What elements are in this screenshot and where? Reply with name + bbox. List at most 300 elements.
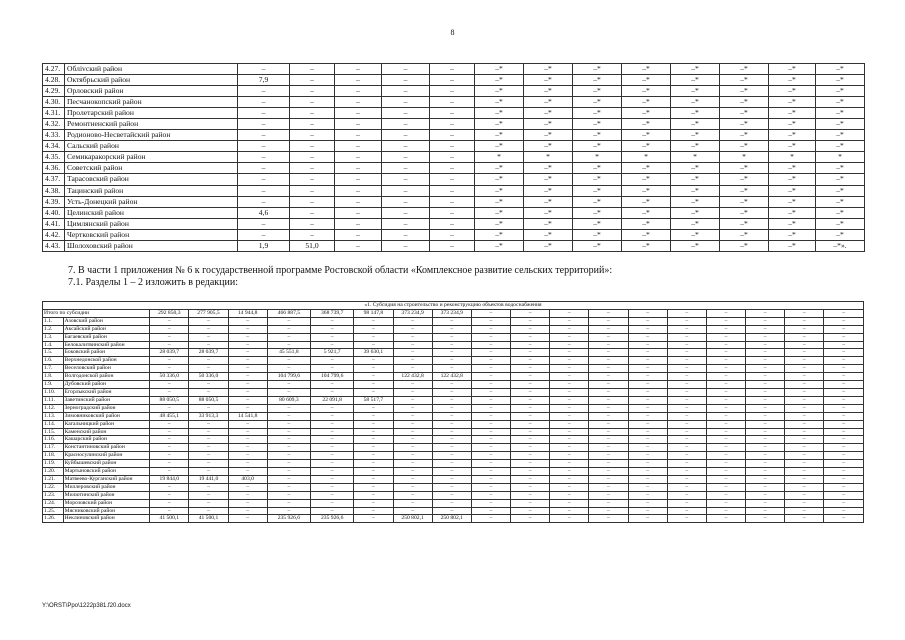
value-cell: –: [706, 373, 745, 381]
district-name: Шолоховский район: [65, 240, 238, 251]
value-cell: –: [589, 325, 628, 333]
value-cell: –: [382, 152, 430, 163]
value-cell: –*: [622, 240, 671, 251]
value-cell: –: [238, 174, 290, 185]
value-cell: –: [785, 349, 824, 357]
district-name: Ремонтненский район: [65, 119, 238, 130]
value-cell: –: [382, 97, 430, 108]
value-cell: –: [393, 317, 432, 325]
value-cell: –: [628, 452, 667, 460]
value-cell: 28 039,7: [150, 349, 189, 357]
value-cell: –: [393, 388, 432, 396]
value-cell: –: [393, 436, 432, 444]
value-cell: –*: [720, 185, 769, 196]
value-cell: –: [432, 317, 471, 325]
value-cell: –: [746, 483, 785, 491]
value-cell: –: [290, 97, 335, 108]
value-cell: –: [432, 396, 471, 404]
value-cell: –: [267, 460, 310, 468]
value-cell: –: [550, 388, 589, 396]
value-cell: –: [589, 436, 628, 444]
value-cell: –*: [769, 97, 816, 108]
value-cell: –*: [720, 130, 769, 141]
row-number: 4.28.: [43, 75, 65, 86]
value-cell: 98 147,8: [354, 309, 393, 317]
table-row: [43, 499, 864, 507]
value-cell: 50 336,0: [150, 373, 189, 381]
value-cell: –*: [720, 163, 769, 174]
value-cell: –*: [816, 141, 865, 152]
value-cell: –: [589, 507, 628, 515]
value-cell: –: [432, 341, 471, 349]
value-cell: –: [785, 452, 824, 460]
value-cell: –: [746, 365, 785, 373]
value-cell: –: [667, 420, 706, 428]
value-cell: –*: [671, 75, 720, 86]
value-cell: –*: [720, 240, 769, 251]
value-cell: –: [311, 428, 354, 436]
value-cell: *: [816, 152, 865, 163]
row-number: 4.39.: [43, 196, 65, 207]
row-number: 4.38.: [43, 185, 65, 196]
value-cell: –: [238, 130, 290, 141]
value-cell: –: [150, 365, 189, 373]
row-number: 4.34.: [43, 141, 65, 152]
value-cell: –*: [475, 196, 524, 207]
value-cell: –*: [671, 229, 720, 240]
value-cell: –: [746, 491, 785, 499]
value-cell: –*: [573, 163, 622, 174]
value-cell: –: [589, 333, 628, 341]
value-cell: –: [667, 349, 706, 357]
value-cell: –: [550, 309, 589, 317]
value-cell: –: [335, 152, 382, 163]
value-cell: –: [824, 309, 864, 317]
value-cell: –*: [524, 229, 573, 240]
value-cell: –: [471, 309, 510, 317]
district-name: Зимовниковский район: [63, 412, 150, 420]
value-cell: –*: [671, 64, 720, 75]
value-cell: –: [150, 491, 189, 499]
value-cell: –: [628, 515, 667, 523]
value-cell: –: [550, 468, 589, 476]
value-cell: –: [189, 444, 228, 452]
value-cell: –: [228, 396, 267, 404]
value-cell: –: [354, 452, 393, 460]
table-row: [43, 483, 864, 491]
value-cell: –: [511, 373, 550, 381]
value-cell: –*: [769, 119, 816, 130]
value-cell: –*: [720, 174, 769, 185]
district-name: Морозовский район: [63, 499, 150, 507]
value-cell: –: [511, 452, 550, 460]
row-number: 1.17.: [43, 444, 64, 452]
value-cell: –*: [573, 240, 622, 251]
value-cell: –: [432, 491, 471, 499]
value-cell: –: [785, 325, 824, 333]
value-cell: –: [267, 428, 310, 436]
value-cell: –*: [622, 163, 671, 174]
value-cell: –: [432, 333, 471, 341]
value-cell: –: [238, 229, 290, 240]
value-cell: –*: [816, 196, 865, 207]
value-cell: –: [746, 428, 785, 436]
value-cell: –: [628, 381, 667, 389]
value-cell: –: [746, 404, 785, 412]
value-cell: –: [432, 499, 471, 507]
value-cell: 41 500,1: [150, 515, 189, 523]
value-cell: –: [628, 341, 667, 349]
value-cell: –: [550, 507, 589, 515]
value-cell: –: [311, 381, 354, 389]
value-cell: –: [393, 325, 432, 333]
value-cell: –: [382, 229, 430, 240]
value-cell: –: [511, 515, 550, 523]
value-cell: –: [290, 152, 335, 163]
value-cell: –: [290, 218, 335, 229]
value-cell: –: [311, 507, 354, 515]
value-cell: –: [267, 507, 310, 515]
row-number: 1.20.: [43, 468, 64, 476]
value-cell: –: [628, 309, 667, 317]
district-name: Каменский район: [63, 428, 150, 436]
value-cell: –: [667, 341, 706, 349]
value-cell: –: [311, 333, 354, 341]
value-cell: –: [228, 341, 267, 349]
value-cell: –: [746, 357, 785, 365]
value-cell: –: [706, 515, 745, 523]
value-cell: –*: [816, 174, 865, 185]
value-cell: –: [290, 229, 335, 240]
district-name: Егорлыкский район: [63, 388, 150, 396]
value-cell: –: [628, 373, 667, 381]
value-cell: –: [354, 515, 393, 523]
value-cell: –*: [573, 185, 622, 196]
value-cell: –: [746, 381, 785, 389]
value-cell: –: [382, 108, 430, 119]
value-cell: –: [589, 388, 628, 396]
value-cell: –: [471, 317, 510, 325]
table-row: [43, 163, 865, 174]
table-row: [43, 196, 865, 207]
table-row: [43, 97, 865, 108]
value-cell: –: [189, 483, 228, 491]
value-cell: –*: [816, 207, 865, 218]
value-cell: –: [667, 491, 706, 499]
value-cell: –: [228, 468, 267, 476]
value-cell: –*: [720, 218, 769, 229]
value-cell: –: [785, 515, 824, 523]
value-cell: –: [824, 460, 864, 468]
table-row: [43, 64, 865, 75]
district-name: Пролетарский район: [65, 108, 238, 119]
value-cell: –: [311, 388, 354, 396]
value-cell: –: [189, 436, 228, 444]
table-row: [43, 185, 865, 196]
value-cell: –*: [816, 75, 865, 86]
value-cell: –: [430, 64, 475, 75]
value-cell: –: [706, 317, 745, 325]
value-cell: –: [238, 218, 290, 229]
value-cell: –: [189, 428, 228, 436]
value-cell: –: [667, 436, 706, 444]
value-cell: –: [628, 365, 667, 373]
district-name: Азовский район: [63, 317, 150, 325]
district-name: Верхнедонской район: [63, 357, 150, 365]
value-cell: –: [311, 460, 354, 468]
value-cell: –: [785, 507, 824, 515]
value-cell: –: [511, 317, 550, 325]
value-cell: –: [238, 86, 290, 97]
value-cell: –: [706, 468, 745, 476]
row-number: 4.33.: [43, 130, 65, 141]
value-cell: –: [393, 349, 432, 357]
table-row: [43, 141, 865, 152]
value-cell: –: [311, 468, 354, 476]
value-cell: –: [267, 388, 310, 396]
value-cell: *: [671, 152, 720, 163]
value-cell: –: [238, 141, 290, 152]
value-cell: –: [471, 452, 510, 460]
value-cell: –: [238, 185, 290, 196]
value-cell: –: [311, 491, 354, 499]
value-cell: 88 050,5: [150, 396, 189, 404]
table-row: [43, 515, 864, 523]
value-cell: –: [824, 428, 864, 436]
value-cell: –: [824, 341, 864, 349]
value-cell: –: [628, 460, 667, 468]
value-cell: –: [267, 333, 310, 341]
value-cell: –: [667, 428, 706, 436]
value-cell: –: [667, 483, 706, 491]
value-cell: –*: [622, 97, 671, 108]
value-cell: –: [589, 428, 628, 436]
value-cell: –: [267, 491, 310, 499]
value-cell: –*: [720, 207, 769, 218]
value-cell: 373 234,9: [432, 309, 471, 317]
value-cell: –: [432, 444, 471, 452]
value-cell: –: [150, 452, 189, 460]
value-cell: –: [628, 436, 667, 444]
district-name: Красносулинский район: [63, 452, 150, 460]
row-number: 4.36.: [43, 163, 65, 174]
district-name: Багаевский район: [63, 333, 150, 341]
value-cell: –: [589, 483, 628, 491]
value-cell: –: [432, 428, 471, 436]
row-number: 1.19.: [43, 460, 64, 468]
value-cell: –: [335, 174, 382, 185]
value-cell: –: [430, 185, 475, 196]
value-cell: –: [471, 349, 510, 357]
district-name: Мясниковский район: [63, 507, 150, 515]
value-cell: 373 234,9: [393, 309, 432, 317]
table-row: [43, 207, 865, 218]
value-cell: –: [511, 388, 550, 396]
value-cell: –: [746, 460, 785, 468]
value-cell: –: [667, 412, 706, 420]
value-cell: –: [335, 108, 382, 119]
value-cell: –: [228, 428, 267, 436]
value-cell: –: [706, 357, 745, 365]
value-cell: 14 541,8: [228, 412, 267, 420]
value-cell: 235 926,6: [311, 515, 354, 523]
table-row: [43, 373, 864, 381]
value-cell: –: [471, 468, 510, 476]
value-cell: –: [393, 444, 432, 452]
value-cell: –: [550, 475, 589, 483]
value-cell: –: [511, 468, 550, 476]
row-number: 1.11.: [43, 396, 64, 404]
value-cell: *: [475, 152, 524, 163]
value-cell: –: [550, 325, 589, 333]
value-cell: –: [430, 130, 475, 141]
value-cell: –: [589, 499, 628, 507]
value-cell: –*: [573, 141, 622, 152]
value-cell: –*: [671, 185, 720, 196]
value-cell: –: [189, 317, 228, 325]
value-cell: –: [471, 373, 510, 381]
table-row: [43, 341, 864, 349]
value-cell: –: [150, 381, 189, 389]
table-row: [43, 174, 865, 185]
value-cell: –: [393, 460, 432, 468]
district-name: Миллеровский район: [63, 483, 150, 491]
value-cell: –*: [622, 229, 671, 240]
subsidy-header-row: [43, 302, 864, 310]
value-cell: 250 802,1: [432, 515, 471, 523]
value-cell: –: [511, 491, 550, 499]
value-cell: –: [382, 174, 430, 185]
value-cell: –*: [475, 174, 524, 185]
value-cell: –: [785, 381, 824, 389]
value-cell: –*: [769, 207, 816, 218]
value-cell: –: [354, 333, 393, 341]
value-cell: –: [382, 130, 430, 141]
value-cell: –: [589, 341, 628, 349]
value-cell: –: [393, 475, 432, 483]
value-cell: –: [550, 444, 589, 452]
value-cell: –: [746, 444, 785, 452]
value-cell: –: [824, 499, 864, 507]
value-cell: –: [550, 499, 589, 507]
value-cell: –: [628, 396, 667, 404]
district-name: Октябрьский район: [65, 75, 238, 86]
table-row: [43, 333, 864, 341]
value-cell: –: [228, 491, 267, 499]
value-cell: –: [267, 444, 310, 452]
value-cell: –*: [475, 240, 524, 251]
value-cell: –*: [475, 229, 524, 240]
value-cell: –: [393, 491, 432, 499]
value-cell: –: [354, 365, 393, 373]
value-cell: –*: [475, 218, 524, 229]
value-cell: –: [189, 357, 228, 365]
value-cell: –: [824, 365, 864, 373]
value-cell: –: [471, 507, 510, 515]
value-cell: –: [824, 475, 864, 483]
value-cell: –: [471, 396, 510, 404]
value-cell: –: [471, 333, 510, 341]
value-cell: –*: [671, 130, 720, 141]
value-cell: –: [589, 460, 628, 468]
table-row: [43, 381, 864, 389]
table-row: [43, 412, 864, 420]
table-row: [43, 325, 864, 333]
table-row: [43, 475, 864, 483]
value-cell: –: [706, 452, 745, 460]
value-cell: –: [354, 444, 393, 452]
value-cell: –: [432, 325, 471, 333]
row-number: 1.22.: [43, 483, 64, 491]
value-cell: –*: [671, 86, 720, 97]
value-cell: –*: [769, 185, 816, 196]
value-cell: 33 913,3: [189, 412, 228, 420]
value-cell: –: [311, 475, 354, 483]
value-cell: –*: [769, 64, 816, 75]
value-cell: –: [824, 333, 864, 341]
row-number: 1.10.: [43, 388, 64, 396]
value-cell: –: [746, 309, 785, 317]
table-row: [43, 428, 864, 436]
value-cell: –: [228, 349, 267, 357]
value-cell: –: [393, 412, 432, 420]
value-cell: –: [511, 436, 550, 444]
value-cell: –: [267, 357, 310, 365]
value-cell: –: [471, 444, 510, 452]
value-cell: –: [228, 325, 267, 333]
value-cell: –: [511, 428, 550, 436]
value-cell: –: [746, 475, 785, 483]
value-cell: –: [335, 229, 382, 240]
district-name: Милютинский район: [63, 491, 150, 499]
value-cell: –: [628, 404, 667, 412]
value-cell: –: [471, 483, 510, 491]
value-cell: –: [746, 388, 785, 396]
value-cell: –: [189, 499, 228, 507]
value-cell: –: [550, 381, 589, 389]
value-cell: –*: [769, 141, 816, 152]
row-number: 1.26.: [43, 515, 64, 523]
value-cell: –*: [622, 174, 671, 185]
value-cell: –: [354, 483, 393, 491]
value-cell: –: [150, 499, 189, 507]
value-cell: –*: [622, 130, 671, 141]
value-cell: –*: [769, 108, 816, 119]
value-cell: –: [824, 483, 864, 491]
value-cell: –: [393, 381, 432, 389]
value-cell: 28 039,7: [189, 349, 228, 357]
value-cell: –: [824, 444, 864, 452]
value-cell: –: [785, 357, 824, 365]
value-cell: –: [785, 475, 824, 483]
value-cell: –: [628, 483, 667, 491]
value-cell: –: [511, 349, 550, 357]
value-cell: –*: [622, 185, 671, 196]
value-cell: –: [511, 420, 550, 428]
value-cell: –: [150, 388, 189, 396]
value-cell: –*: [622, 218, 671, 229]
value-cell: –*: [524, 141, 573, 152]
value-cell: 51,0: [290, 240, 335, 251]
value-cell: –: [393, 452, 432, 460]
value-cell: –: [785, 428, 824, 436]
value-cell: –: [335, 141, 382, 152]
value-cell: –: [432, 436, 471, 444]
table-row: [43, 507, 864, 515]
value-cell: –: [267, 420, 310, 428]
value-cell: –*: [622, 196, 671, 207]
value-cell: –*: [769, 240, 816, 251]
